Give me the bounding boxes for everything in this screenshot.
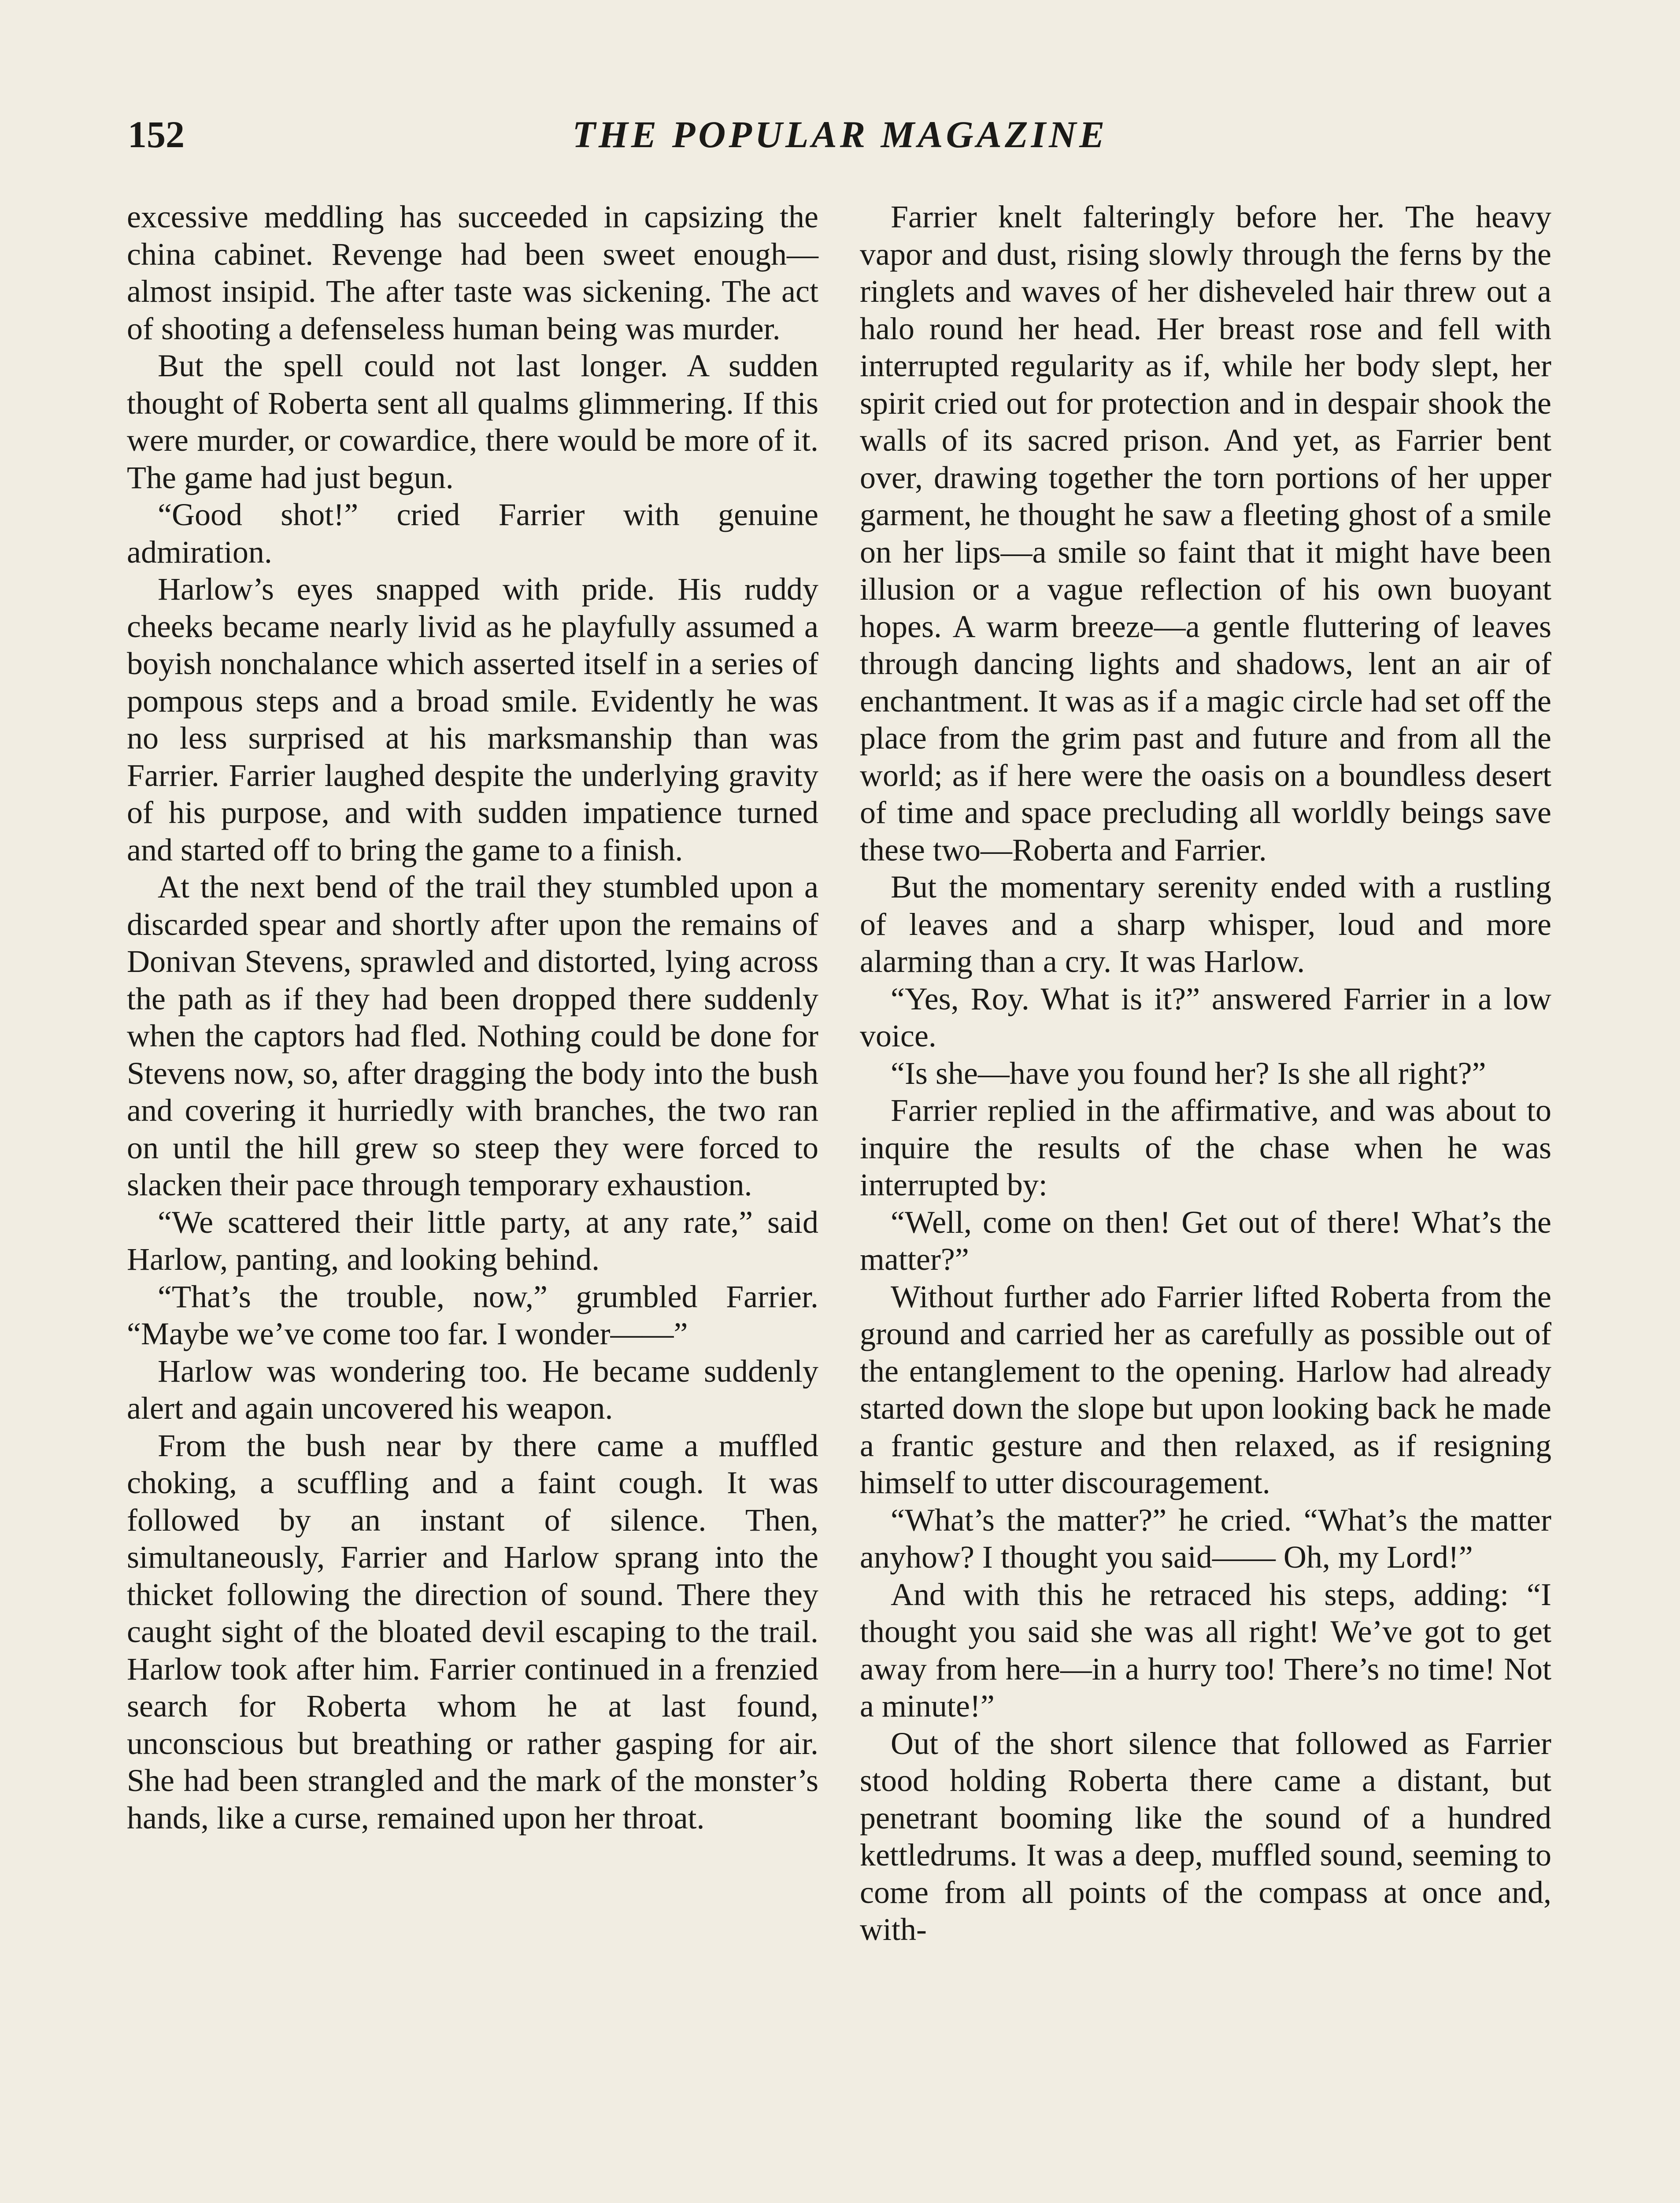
paragraph: Farrier replied in the affirmative, and was about to inquire the results of the chase when he was interrupted by: bbox=[860, 1093, 1551, 1202]
paragraph: From the bush near by there came a muffled choking, a scuffling and a faint cough. It was followed by an instant of silence. Then, simultaneously, Farrier and Harlow sprang into the thicket following the direction of sound. There they caught sight of the bloated devil escaping to the trail. Harlow took after him. Farrier continued in a frenzied search for Roberta whom he at last found, unconscious but breathing or rather gasping for air. She had been strangled and the mark of the monster’s hands, like a curse, remained upon her throat. bbox=[127, 1428, 818, 1836]
left-column bbox=[127, 198, 818, 1836]
paragraph: And with this he retraced his steps, adding: “I thought you said she was all right! We’ve got to get away from here—in a hurry too! There’s no time! Not a minute!” bbox=[860, 1576, 1551, 1724]
paragraph: “Yes, Roy. What is it?” answered Farrier in a low voice. bbox=[860, 981, 1551, 1053]
paragraph: “Well, come on then! Get out of there! What’s the matter?” bbox=[860, 1204, 1551, 1277]
paragraph: Out of the short silence that followed as Farrier stood holding Roberta there came a distant, but penetrant booming like the sound of a hundred kettledrums. It was a deep, muffled sound, seeming to come from all points of the compass at once and, with- bbox=[860, 1725, 1551, 1947]
page-number: 152 bbox=[128, 113, 185, 156]
running-title: THE POPULAR MAGAZINE bbox=[572, 113, 1108, 156]
paragraph: “That’s the trouble, now,” grumbled Farrier. “Maybe we’ve come too far. I wonder——” bbox=[127, 1279, 818, 1351]
paragraph: Harlow’s eyes snapped with pride. His ruddy cheeks became nearly livid as he playfully assumed a boyish nonchalance which asserted itself in a series of pompous steps and a broad smile. Evidently he was no less surprised at his marksmanship than was Farrier. Farrier laughed despite the underlying gravity of his purpose, and with sudden impatience turned and started off to bring the game to a finish. bbox=[127, 571, 818, 868]
paragraph: “What’s the matter?” he cried. “What’s the matter anyhow? I thought you said—— Oh, my Lord!” bbox=[860, 1502, 1551, 1575]
paragraph: Farrier knelt falteringly before her. The heavy vapor and dust, rising slowly through the ferns by the ringlets and waves of her disheveled hair threw out a halo round her head. Her breast rose and fell with interrupted regularity as if, while her body slept, her spirit cried out for protection and in despair shook the walls of its sacred prison. And yet, as Farrier bent over, drawing together the torn portions of her upper garment, he thought he saw a fleeting ghost of a smile on her lips—a smile so faint that it might have been illusion or a vague reflection of his own buoyant hopes. A warm breeze—a gentle fluttering of leaves through dancing lights and shadows, lent an air of enchantment. It was as if a magic circle had set off the place from the grim past and future and from all the world; as if here were the oasis on a boundless desert of time and space precluding all worldly beings save these two—Roberta and Farrier. bbox=[860, 199, 1551, 868]
paragraph: Harlow was wondering too. He became suddenly alert and again uncovered his weapon. bbox=[127, 1353, 818, 1426]
paragraph: “Is she—have you found her? Is she all right?” bbox=[891, 1055, 1486, 1091]
paragraph: At the next bend of the trail they stumbled upon a discarded spear and shortly after upon the remains of Donivan Stevens, sprawled and distorted, lying across the path as if they had been dropped there suddenly when the captors had fled. Nothing could be done for Stevens now, so, after dragging the body into the bush and covering it hurriedly with branches, the two ran on until the hill grew so steep they were forced to slacken their pace through temporary exhaustion. bbox=[127, 869, 818, 1202]
paragraph: But the spell could not last longer. A sudden thought of Roberta sent all qualms glimmering. If this were murder, or cowardice, there would be more of it. The game had just begun. bbox=[127, 348, 818, 495]
paragraph: excessive meddling has succeeded in capsizing the china cabinet. Revenge had been sweet enough—almost insipid. The after taste was sickening. The act of shooting a defenseless human being was murder. bbox=[127, 199, 818, 346]
paragraph: But the momentary serenity ended with a rustling of leaves and a sharp whisper, loud and more alarming than a cry. It was Harlow. bbox=[860, 869, 1551, 979]
paragraph: “Good shot!” cried Farrier with genuine admiration. bbox=[127, 497, 818, 570]
right-column bbox=[860, 198, 1551, 1948]
paragraph: “We scattered their little party, at any rate,” said Harlow, panting, and looking behind. bbox=[127, 1204, 818, 1277]
paragraph: Without further ado Farrier lifted Roberta from the ground and carried her as carefully as possible out of the entanglement to the opening. Harlow had already started down the slope but upon looking back he made a frantic gesture and then relaxed, as if resigning himself to utter discouragement. bbox=[860, 1279, 1551, 1500]
